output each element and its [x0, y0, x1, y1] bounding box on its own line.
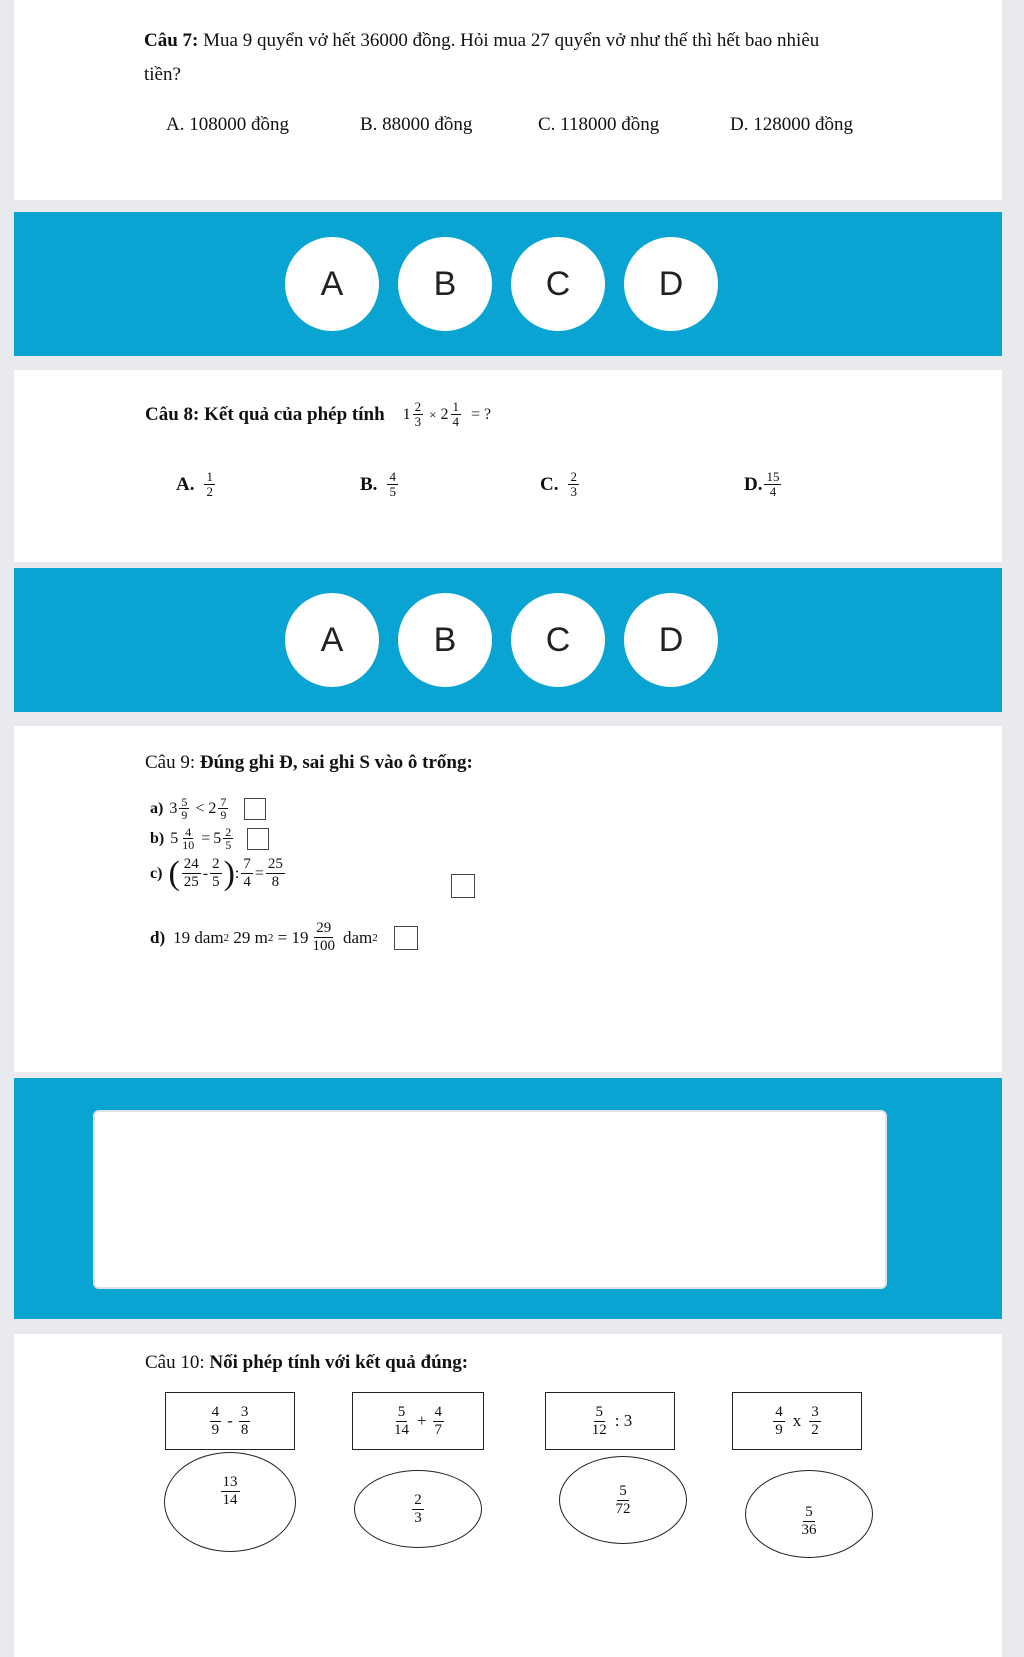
question-8-label: Câu 8: Kết quả của phép tính	[145, 403, 385, 425]
question-7-text: Câu 7: Mua 9 quyển vở hết 36000 đồng. Hỏi mua 27 quyển vở như thế thì hết bao nhiêu tiền?	[144, 30, 820, 85]
question-9-label: Câu 9:	[145, 752, 196, 773]
question-7-card	[14, 0, 1002, 200]
q9-checkbox-a[interactable]	[244, 798, 266, 820]
q10-expression-4[interactable]: $\frac{4}{9}$ x $\frac{3}{2}$	[732, 1392, 862, 1450]
question-7-label: Câu 7:	[144, 30, 199, 51]
question-8-text	[145, 400, 491, 429]
question-10-text: Câu 10: Nối phép tính với kết quả đúng:	[145, 1352, 469, 1373]
q10-result-4[interactable]: $\frac{5}{36}$	[745, 1470, 873, 1558]
question-10-label: Câu 10:	[145, 1352, 205, 1373]
q8-answer-c-button[interactable]: C	[511, 593, 605, 687]
q10-result-3[interactable]: $\frac{5}{72}$	[559, 1456, 687, 1544]
question-9-card	[14, 726, 1002, 1072]
q7-option-b: B. 88000 đồng	[360, 114, 473, 135]
q9-item-d: d) 19 dam 2 29 m 2 = 19 $\frac{29}{100}$ dam 2	[150, 920, 418, 955]
q7-answer-b-button[interactable]: B	[398, 237, 492, 331]
q10-result-2[interactable]: $\frac{2}{3}$	[354, 1470, 482, 1548]
q7-option-d: D. 128000 đồng	[730, 114, 853, 135]
q8-option-a: A. $\frac{1}{2}$	[176, 469, 213, 499]
q8-option-b: B. $\frac{4}{5}$	[360, 469, 396, 499]
q7-answer-d-button[interactable]: D	[624, 237, 718, 331]
q9-answer-textarea[interactable]	[93, 1110, 887, 1289]
q9-checkbox-b[interactable]	[247, 828, 269, 850]
q9-checkbox-c[interactable]	[451, 874, 475, 898]
q7-answer-c-button[interactable]: C	[511, 237, 605, 331]
q8-answer-a-button[interactable]: A	[285, 593, 379, 687]
question-8-card	[14, 370, 1002, 562]
q8-fraction-2: $\frac{1}{4}$	[452, 399, 460, 429]
q8-option-d: D. $\frac{15}{4}$	[744, 469, 780, 499]
q10-expression-2[interactable]: $\frac{5}{14}$ + $\frac{4}{7}$	[352, 1392, 484, 1450]
q9-checkbox-d[interactable]	[394, 926, 418, 950]
q8-answer-d-button[interactable]: D	[624, 593, 718, 687]
q10-expression-3[interactable]: $\frac{5}{12}$ : 3	[545, 1392, 675, 1450]
q7-option-a: A. 108000 đồng	[166, 114, 289, 135]
question-10-card	[14, 1334, 1002, 1657]
q8-option-c: C. $\frac{2}{3}$	[540, 469, 577, 499]
q9-item-c: c) ( $\frac{24}{25}$ - $\frac{2}{5}$ ) : $\frac{7}{4}$ = $\frac{25}{8}$	[150, 854, 283, 892]
q9-item-a: a) 3 $\frac{5}{9}$ < 2 $\frac{7}{9}$	[150, 796, 266, 821]
question-9-text: Câu 9: Đúng ghi Đ, sai ghi S vào ô trống:	[145, 752, 473, 773]
q8-answer-panel	[14, 568, 1002, 712]
q10-expression-1[interactable]: $\frac{4}{9}$ - $\frac{3}{8}$	[165, 1392, 295, 1450]
q7-option-c: C. 118000 đồng	[538, 114, 660, 135]
q8-expression: 1 $\frac{2}{3}$ × 2 $\frac{1}{4}$ = ?	[402, 399, 492, 429]
q9-item-b: b) 5 $\frac{4}{10}$ = 5 $\frac{2}{5}$	[150, 826, 269, 851]
q8-fraction-1: $\frac{2}{3}$	[414, 399, 422, 429]
q7-answer-a-button[interactable]: A	[285, 237, 379, 331]
q10-result-1[interactable]: $\frac{13}{14}$	[164, 1452, 296, 1552]
q8-answer-b-button[interactable]: B	[398, 593, 492, 687]
q7-answer-panel	[14, 212, 1002, 356]
